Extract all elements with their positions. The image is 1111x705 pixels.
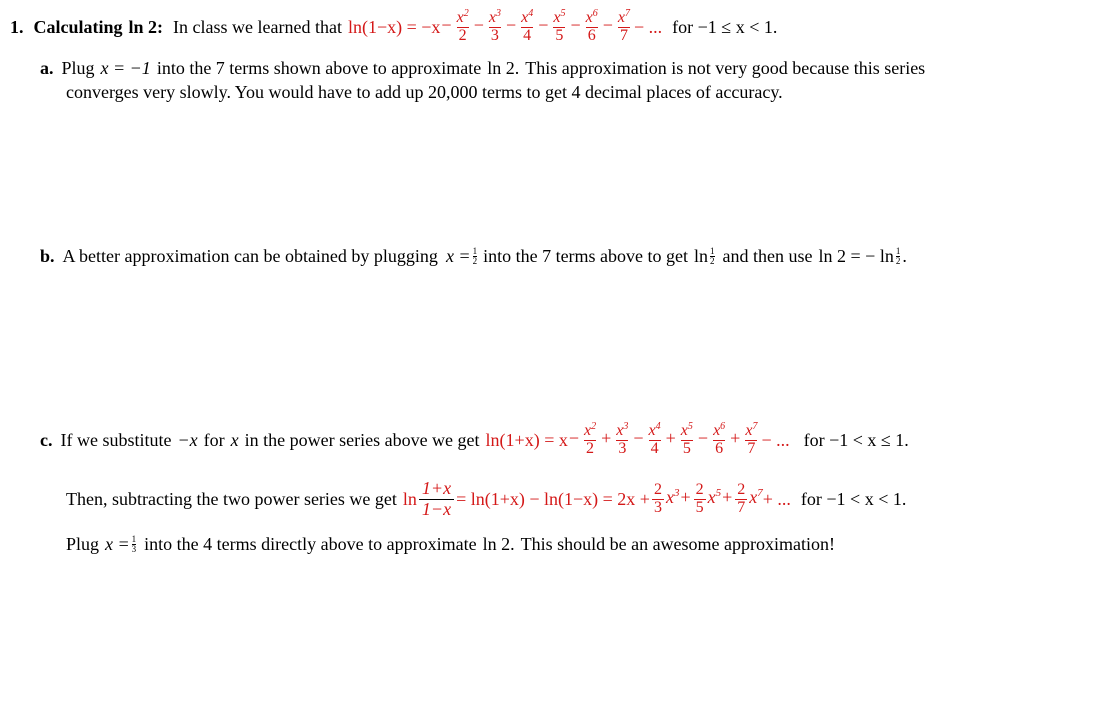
term-sign: + [665, 428, 676, 449]
part-a-text-2: converges very slowly. You would have to add up 20,000 terms to get 4 decimal places of accuracy. [66, 81, 783, 102]
term-numerator: $x^2$ [456, 8, 469, 27]
part-c-plug-math: x = [105, 533, 130, 554]
term-denominator: 3 [490, 27, 499, 44]
term-x-power: $x^3$ [665, 487, 680, 508]
half-num: 1 [472, 245, 478, 256]
series-term-fraction [487, 9, 503, 45]
part-b-label: b. [40, 245, 55, 266]
term-sign: + [601, 428, 612, 449]
part-c-line1 [40, 416, 909, 464]
series3-condition: for −1 < x < 1. [800, 488, 907, 509]
series1-tail: − ... [634, 16, 663, 37]
term-sign: + [680, 487, 691, 508]
part-c-math-negx: −x [177, 429, 198, 450]
ratio-num: 1+x [421, 477, 452, 498]
series-term-fraction [652, 482, 664, 517]
term-power: 5 [687, 421, 693, 433]
part-c-line3 [66, 531, 835, 557]
part-c-text: If we substitute [60, 429, 172, 450]
term-denominator: 3 [653, 498, 662, 516]
half-fraction [473, 247, 478, 266]
term-sign: − [697, 428, 709, 449]
half-den: 2 [710, 255, 715, 266]
part-a-line1 [40, 56, 925, 80]
term-numerator: $x^4$ [521, 8, 534, 27]
ratio-den: 1−x [419, 499, 454, 520]
term-numerator: $x^3$ [488, 8, 501, 27]
term-power: 2 [591, 421, 597, 433]
term-power: 4 [528, 8, 534, 20]
term-denominator: 4 [523, 27, 532, 44]
term-denominator: 5 [682, 440, 691, 457]
part-a-math-x: x = −1 [100, 57, 151, 78]
term-denominator: 7 [619, 27, 628, 44]
half-fraction [710, 247, 715, 266]
term-denominator: 5 [695, 498, 704, 516]
part-b-math-ln2: ln 2 = − ln [818, 245, 894, 266]
term-numerator: $x^7$ [617, 8, 631, 27]
part-c-label: c. [40, 429, 53, 450]
series-term-fraction [743, 422, 759, 458]
term-denominator: 7 [737, 498, 746, 516]
part-c-text: for [203, 429, 225, 450]
part-a-label: a. [40, 57, 54, 78]
term-denominator: 3 [618, 440, 627, 457]
half-num: 1 [895, 245, 901, 256]
series-term-fraction [551, 9, 567, 45]
term-numerator: $x^6$ [585, 8, 598, 27]
term-denominator: 5 [555, 27, 564, 44]
problem-header [10, 4, 777, 50]
part-b-end: . [902, 245, 907, 266]
term-numerator: 2 [737, 480, 746, 498]
series1-lhs: ln(1−x) = −x [347, 16, 441, 37]
part-c-plug-end: This should be an awesome approximation! [520, 533, 836, 554]
series2-condition: for −1 < x ≤ 1. [803, 429, 909, 450]
term-power: 6 [592, 8, 598, 20]
term-power: 2 [463, 8, 469, 20]
series-term-fraction [647, 422, 663, 458]
part-b-text: and then use [722, 245, 813, 266]
series-term-fraction [614, 422, 630, 458]
problem-intro: In class we learned that [173, 16, 342, 37]
series2-tail: − ... [761, 429, 790, 450]
term-sign: + [722, 487, 733, 508]
series1-terms [440, 9, 634, 45]
series-term-fraction [584, 9, 600, 45]
series-term-fraction [711, 422, 727, 458]
part-c-plug-text: into the 4 terms directly above to approximate [144, 533, 477, 554]
term-denominator: 2 [458, 27, 467, 44]
half-den: 2 [895, 255, 901, 266]
term-denominator: 4 [650, 440, 659, 457]
term-power: 3 [495, 8, 501, 20]
series2-terms [568, 422, 762, 458]
part-c-math-x: x [230, 429, 239, 450]
series1-condition: for −1 ≤ x < 1. [672, 16, 778, 37]
half-fraction [896, 247, 901, 266]
series-term-fraction [582, 422, 598, 458]
term-sign: − [570, 15, 581, 36]
term-numerator: $x^4$ [648, 421, 661, 440]
part-a-text: This approximation is not very good because this series [525, 57, 926, 78]
series3-mid: = ln(1+x) − ln(1−x) = 2x + [456, 488, 650, 509]
third-fraction [132, 535, 137, 554]
ratio-fraction [419, 479, 454, 520]
term-x-power: $x^5$ [707, 487, 722, 508]
third-den: 3 [131, 543, 137, 554]
problem-title: Calculating [33, 16, 123, 37]
series3-terms [650, 482, 763, 517]
term-x-power: $x^7$ [749, 487, 763, 508]
series-term-fraction [519, 9, 535, 45]
part-b-line [40, 243, 907, 269]
part-a-line2 [66, 80, 783, 104]
problem-number: 1. [10, 16, 24, 37]
part-a-text: Plug [61, 57, 95, 78]
series2-lhs: ln(1+x) = x [485, 429, 568, 450]
part-b-text: A better approximation can be obtained by plugging [62, 245, 438, 266]
part-c-then-text: Then, subtracting the two power series we get [66, 488, 397, 509]
part-b-text: into the 7 terms above to get [483, 245, 689, 266]
term-denominator: 6 [715, 440, 724, 457]
ln-label: ln [402, 488, 417, 509]
half-den: 2 [472, 255, 478, 266]
term-sign: − [633, 428, 644, 449]
part-c-line2 [66, 474, 906, 524]
series-term-fraction [735, 482, 747, 517]
series3-tail: + ... [762, 488, 791, 509]
series-term-fraction [694, 482, 706, 517]
term-numerator: $x^5$ [553, 8, 566, 27]
term-numerator: 2 [653, 480, 662, 498]
series-term-fraction [616, 9, 632, 45]
term-power: 4 [655, 421, 661, 433]
part-c-text: in the power series above we get [244, 429, 480, 450]
term-numerator: 2 [695, 480, 704, 498]
term-sign: − [473, 15, 484, 36]
part-b-math-ln: ln [694, 245, 709, 266]
series-term-fraction [679, 422, 695, 458]
part-c-plug-text: Plug [66, 533, 100, 554]
term-denominator: 2 [586, 440, 595, 457]
term-sign: − [505, 15, 517, 36]
half-num: 1 [710, 245, 715, 256]
term-denominator: 7 [747, 440, 756, 457]
part-b-math-x: x = [445, 245, 471, 266]
term-numerator: $x^6$ [713, 421, 726, 440]
term-sign: − [568, 428, 579, 449]
series-term-fraction [455, 9, 471, 45]
problem-title-math: ln 2: [128, 16, 164, 37]
term-sign: + [730, 428, 741, 449]
term-numerator: $x^7$ [745, 421, 758, 440]
term-numerator: $x^3$ [616, 421, 629, 440]
term-numerator: $x^2$ [584, 421, 597, 440]
term-sign: − [602, 15, 613, 36]
term-numerator: $x^5$ [680, 421, 693, 440]
term-power: 7 [752, 421, 758, 433]
term-power: 5 [560, 8, 566, 20]
term-power: 3 [623, 421, 629, 433]
part-a-text: into the 7 terms shown above to approximate [156, 57, 482, 78]
term-sign: − [538, 15, 549, 36]
term-denominator: 6 [587, 27, 596, 44]
part-a-math-ln2: ln 2. [487, 57, 520, 78]
third-num: 1 [131, 533, 137, 544]
part-c-plug-ln2: ln 2. [482, 533, 515, 554]
term-power: 6 [720, 421, 726, 433]
term-sign: − [441, 15, 452, 36]
term-power: 7 [625, 8, 631, 20]
